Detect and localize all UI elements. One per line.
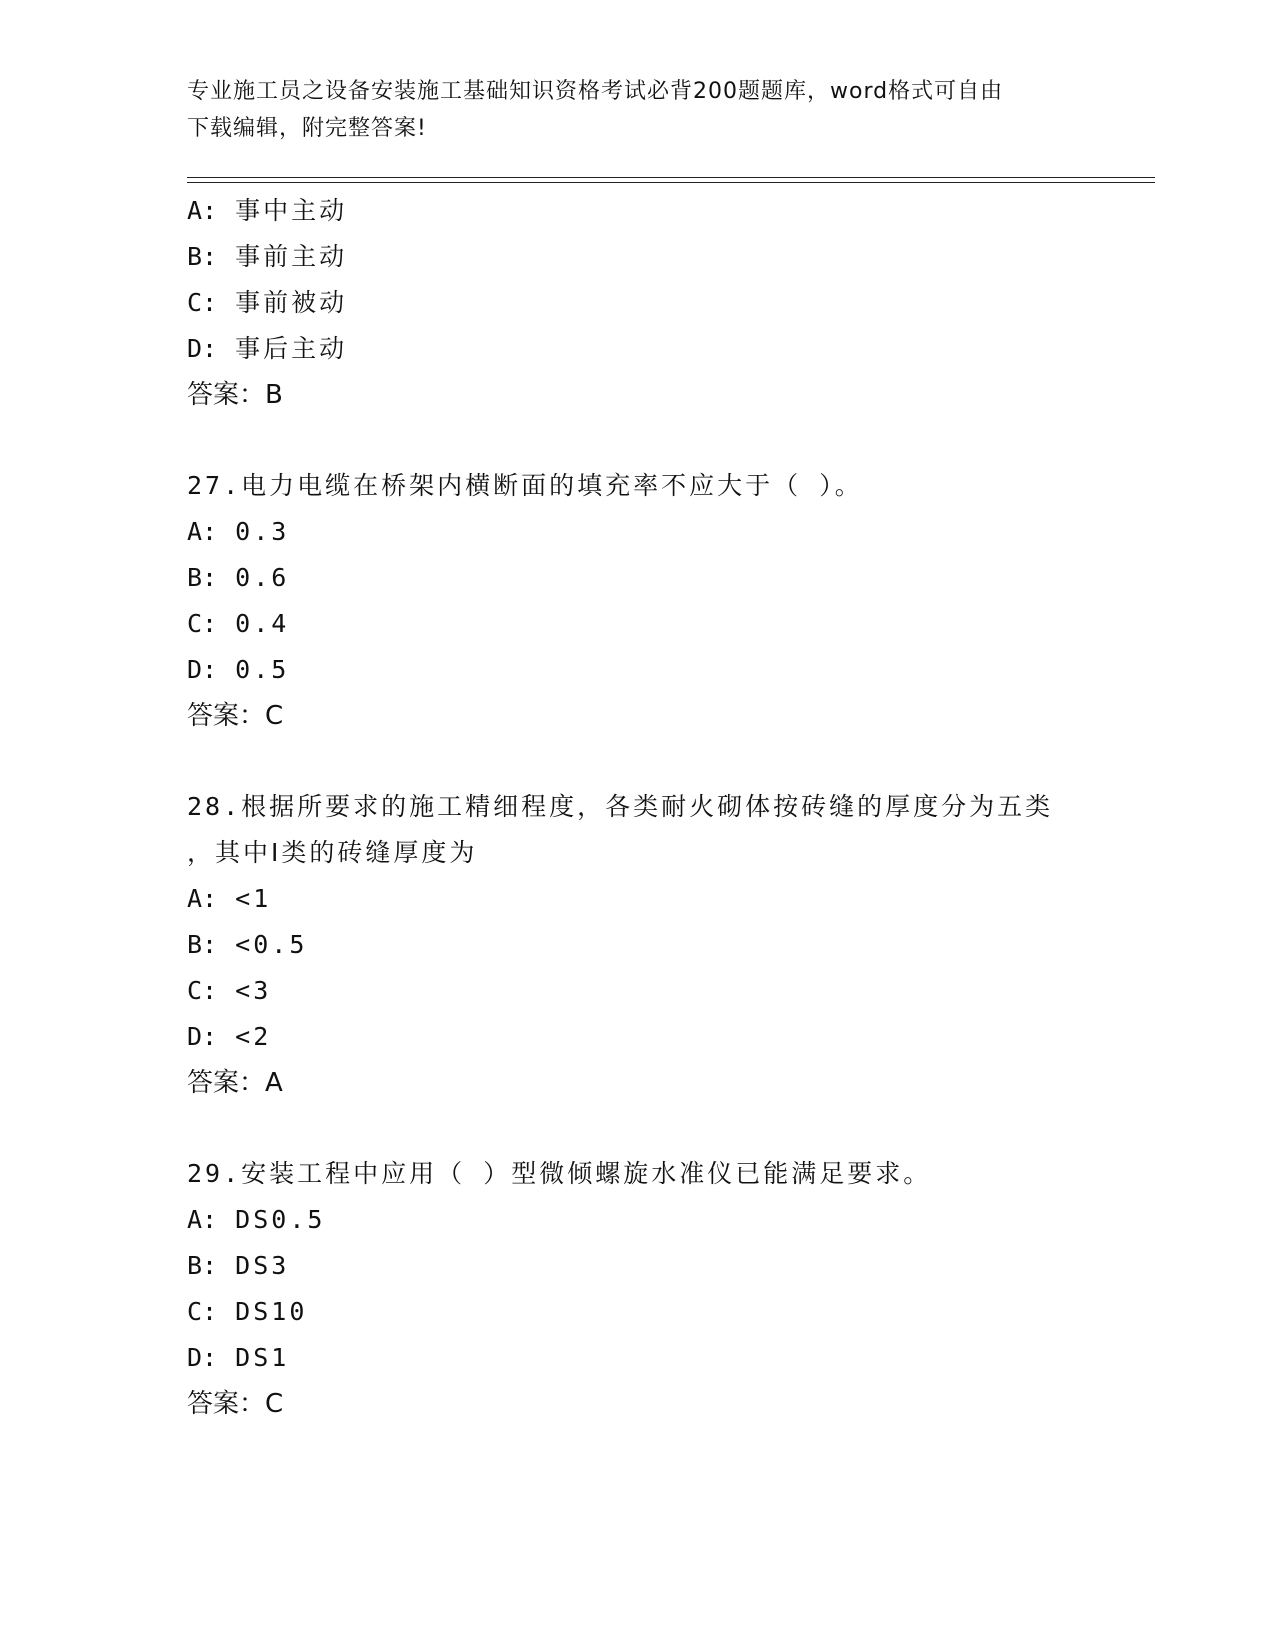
option-b: B: <0.5 xyxy=(187,930,308,959)
option-c: C: <3 xyxy=(187,976,272,1005)
header-line-2: 下载编辑，附完整答案! xyxy=(187,116,427,141)
question-28 xyxy=(187,784,1107,1106)
option-b: B: 事前主动 xyxy=(187,242,348,271)
option-c: C: 0.4 xyxy=(187,609,290,638)
question-26 xyxy=(187,188,1107,418)
question-text: 29.安装工程中应用（ ）型微倾螺旋水准仪已能满足要求。 xyxy=(187,1159,932,1188)
question-text: 27.电力电缆在桥架内横断面的填充率不应大于（ ）。 xyxy=(187,471,863,500)
option-b: B: DS3 xyxy=(187,1251,290,1280)
option-d: D: 0.5 xyxy=(187,655,290,684)
option-a: A: 0.3 xyxy=(187,517,290,546)
option-c: C: DS10 xyxy=(187,1297,308,1326)
answer: 答案：C xyxy=(187,1389,284,1419)
answer: 答案：C xyxy=(187,701,284,731)
question-27 xyxy=(187,463,1107,739)
option-d: D: 事后主动 xyxy=(187,334,348,363)
question-list xyxy=(187,188,1107,1427)
header-line-1: 专业施工员之设备安装施工基础知识资格考试必背200题题库，word格式可自由 xyxy=(187,79,1004,104)
header-divider-bottom xyxy=(187,182,1155,183)
option-a: A: DS0.5 xyxy=(187,1205,326,1234)
option-c: C: 事前被动 xyxy=(187,288,348,317)
question-text-line-1: 28.根据所要求的施工精细程度，各类耐火砌体按砖缝的厚度分为五类 xyxy=(187,792,1054,821)
document-header xyxy=(187,73,1067,147)
option-b: B: 0.6 xyxy=(187,563,290,592)
answer: 答案：B xyxy=(187,380,283,410)
option-a: A: 事中主动 xyxy=(187,196,348,225)
option-d: D: DS1 xyxy=(187,1343,290,1372)
header-divider-top xyxy=(187,177,1155,178)
question-29 xyxy=(187,1151,1107,1427)
option-a: A: <1 xyxy=(187,884,272,913)
question-text-line-2: ，其中Ⅰ类的砖缝厚度为 xyxy=(187,838,478,867)
answer: 答案：A xyxy=(187,1068,283,1098)
option-d: D: <2 xyxy=(187,1022,272,1051)
